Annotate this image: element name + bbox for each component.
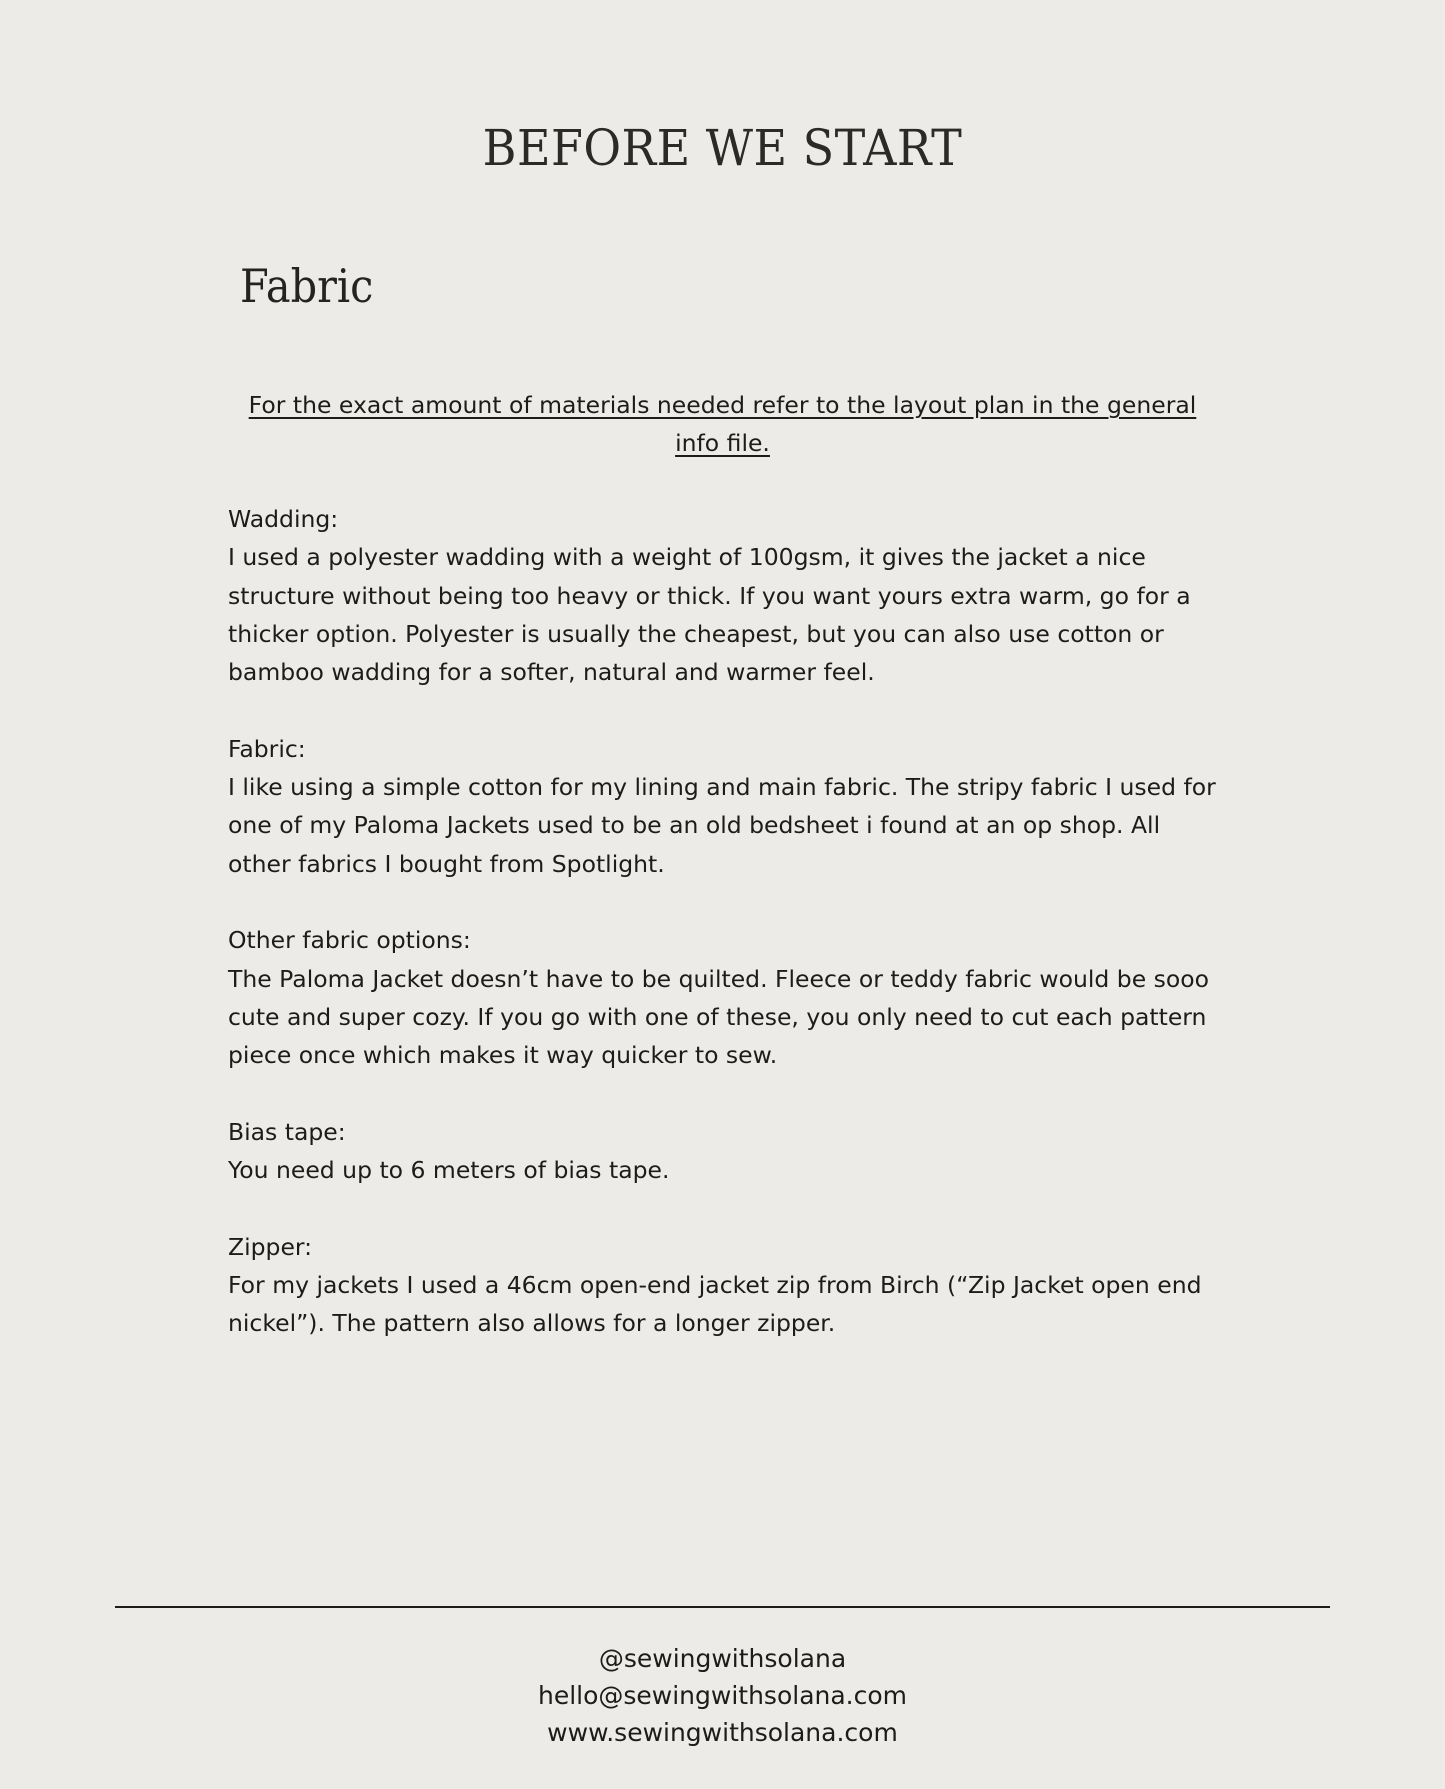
fabric-block bbox=[228, 730, 1228, 883]
footer bbox=[0, 1640, 1445, 1751]
materials-content bbox=[228, 500, 1228, 1381]
bias-tape-block bbox=[228, 1113, 1228, 1190]
other-fabric-options-block bbox=[228, 921, 1228, 1074]
wadding-block bbox=[228, 500, 1228, 691]
block-heading: Other fabric options: bbox=[228, 926, 471, 955]
block-heading: Zipper: bbox=[228, 1232, 313, 1261]
block-heading: Wadding: bbox=[228, 505, 339, 533]
block-heading: Bias tape: bbox=[228, 1117, 346, 1146]
block-text: I like using a simple cotton for my lining and main fabric. The stripy fabric I used for one of my Paloma Jackets used to be an old bedsheet i found at an op shop. All other fabrics I bought from Spotlight. bbox=[228, 773, 1216, 878]
section-title: Fabric bbox=[240, 259, 374, 313]
layout-plan-notice: For the exact amount of materials needed refer to the layout plan in the general info file. bbox=[248, 391, 1197, 457]
contact-email: hello@sewingwithsolana.com bbox=[537, 1681, 908, 1710]
social-handle: @sewingwithsolana bbox=[598, 1644, 847, 1673]
zipper-block bbox=[228, 1228, 1228, 1343]
block-text: For my jackets I used a 46cm open-end jacket zip from Birch (“Zip Jacket open end nickel”). The pattern also allows for a longer zipper. bbox=[228, 1270, 1202, 1338]
block-text: The Paloma Jacket doesn’t have to be quilted. Fleece or teddy fabric would be sooo cute and super cozy. If you go with one of these, you only need to cut each pattern piece once which makes it way quicker to sew. bbox=[228, 964, 1210, 1070]
page-title: BEFORE WE START bbox=[482, 119, 963, 177]
footer-divider bbox=[115, 1606, 1330, 1608]
block-text: I used a polyester wadding with a weight of 100gsm, it gives the jacket a nice structure without being too heavy or thick. If you want yours extra warm, go for a thicker option. Polyester is usually the cheapest, but you can also use cotton or bamboo wadding for a softer, natural and warmer feel. bbox=[228, 543, 1191, 687]
website-url: www.sewingwithsolana.com bbox=[547, 1718, 898, 1747]
block-text: You need up to 6 meters of bias tape. bbox=[228, 1156, 670, 1185]
block-heading: Fabric: bbox=[228, 734, 306, 763]
